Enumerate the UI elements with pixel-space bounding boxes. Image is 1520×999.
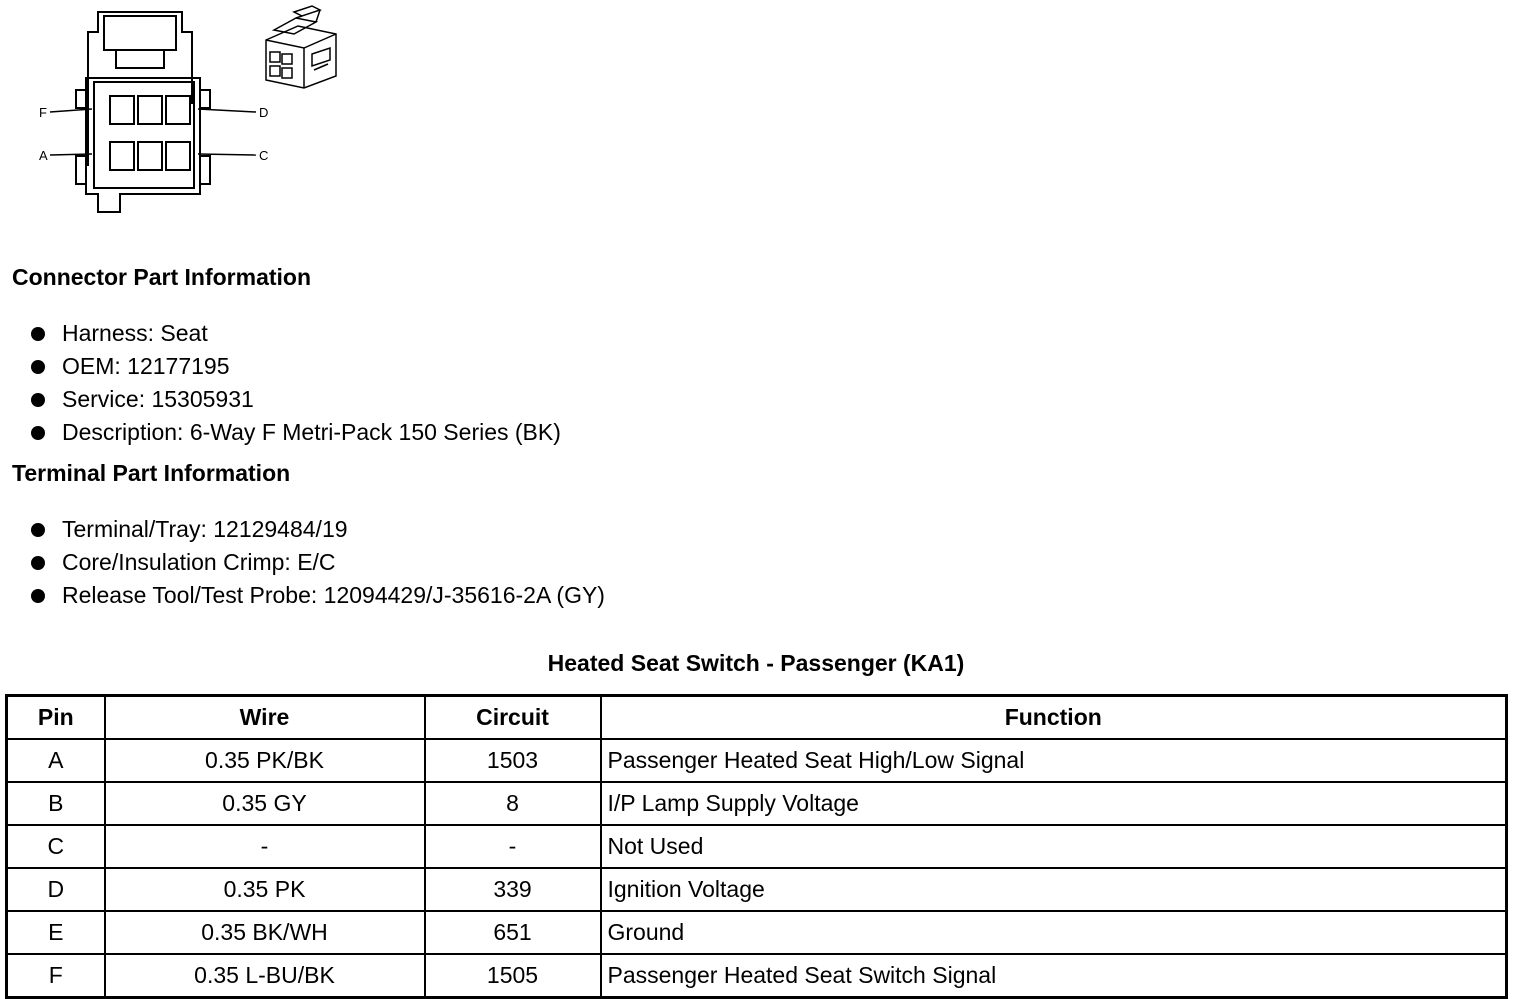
terminal-info-title: Terminal Part Information bbox=[12, 460, 291, 486]
cell-circuit: - bbox=[425, 825, 601, 868]
cell-function: Ground bbox=[601, 911, 1507, 954]
column-header-wire: Wire bbox=[105, 696, 425, 740]
list-item bbox=[30, 350, 561, 383]
column-header-circuit: Circuit bbox=[425, 696, 601, 740]
connector-harness: Harness: Seat bbox=[62, 320, 208, 346]
pin-label-c: C bbox=[259, 148, 269, 163]
list-item bbox=[30, 546, 605, 579]
table-row bbox=[7, 739, 1507, 782]
connector-info-list bbox=[30, 317, 561, 449]
cell-wire: 0.35 PK/BK bbox=[105, 739, 425, 782]
cell-wire: 0.35 L-BU/BK bbox=[105, 954, 425, 998]
connector-service: Service: 15305931 bbox=[62, 386, 254, 412]
cell-function: I/P Lamp Supply Voltage bbox=[601, 782, 1507, 825]
cell-function: Not Used bbox=[601, 825, 1507, 868]
bullet-icon bbox=[31, 360, 45, 374]
connector-thumbnail-image bbox=[258, 4, 344, 94]
list-item bbox=[30, 383, 561, 416]
connector-info-title: Connector Part Information bbox=[12, 264, 312, 290]
cell-pin: C bbox=[7, 825, 105, 868]
table-row bbox=[7, 825, 1507, 868]
bullet-icon bbox=[31, 327, 45, 341]
terminal-info-list bbox=[30, 513, 605, 612]
list-item bbox=[30, 579, 605, 612]
cell-pin: A bbox=[7, 739, 105, 782]
list-item bbox=[30, 513, 605, 546]
cell-pin: D bbox=[7, 868, 105, 911]
cell-pin: E bbox=[7, 911, 105, 954]
cell-circuit: 1503 bbox=[425, 739, 601, 782]
cell-wire: - bbox=[105, 825, 425, 868]
cell-circuit: 651 bbox=[425, 911, 601, 954]
pin-label-a: A bbox=[39, 148, 48, 163]
cell-wire: 0.35 PK bbox=[105, 868, 425, 911]
column-header-pin: Pin bbox=[7, 696, 105, 740]
table-title: Heated Seat Switch - Passenger (KA1) bbox=[547, 650, 965, 676]
cell-circuit: 339 bbox=[425, 868, 601, 911]
cell-wire: 0.35 GY bbox=[105, 782, 425, 825]
column-header-function: Function bbox=[601, 696, 1507, 740]
table-row bbox=[7, 782, 1507, 825]
list-item bbox=[30, 317, 561, 350]
cell-circuit: 1505 bbox=[425, 954, 601, 998]
connector-isometric-drawing bbox=[258, 4, 344, 94]
connector-oem: OEM: 12177195 bbox=[62, 353, 230, 379]
cell-pin: F bbox=[7, 954, 105, 998]
cell-function: Passenger Heated Seat Switch Signal bbox=[601, 954, 1507, 998]
pin-label-d: D bbox=[259, 105, 269, 120]
terminal-release-tool: Release Tool/Test Probe: 12094429/J-35616-2A (GY) bbox=[62, 582, 605, 608]
cell-function: Passenger Heated Seat High/Low Signal bbox=[601, 739, 1507, 782]
cell-circuit: 8 bbox=[425, 782, 601, 825]
pin-label-f: F bbox=[39, 105, 47, 120]
bullet-icon bbox=[31, 556, 45, 570]
cell-pin: B bbox=[7, 782, 105, 825]
table-row bbox=[7, 954, 1507, 998]
list-item bbox=[30, 416, 561, 449]
terminal-tray: Terminal/Tray: 12129484/19 bbox=[62, 516, 348, 542]
pinout-table bbox=[5, 694, 1508, 999]
connector-face-drawing bbox=[30, 6, 280, 218]
table-row bbox=[7, 868, 1507, 911]
bullet-icon bbox=[31, 589, 45, 603]
table-header-row bbox=[7, 696, 1507, 740]
bullet-icon bbox=[31, 523, 45, 537]
bullet-icon bbox=[31, 393, 45, 407]
table-row bbox=[7, 911, 1507, 954]
cell-function: Ignition Voltage bbox=[601, 868, 1507, 911]
terminal-crimp: Core/Insulation Crimp: E/C bbox=[62, 549, 336, 575]
bullet-icon bbox=[31, 426, 45, 440]
connector-description: Description: 6-Way F Metri-Pack 150 Series (BK) bbox=[62, 419, 561, 445]
cell-wire: 0.35 BK/WH bbox=[105, 911, 425, 954]
connector-face-diagram bbox=[30, 6, 280, 218]
